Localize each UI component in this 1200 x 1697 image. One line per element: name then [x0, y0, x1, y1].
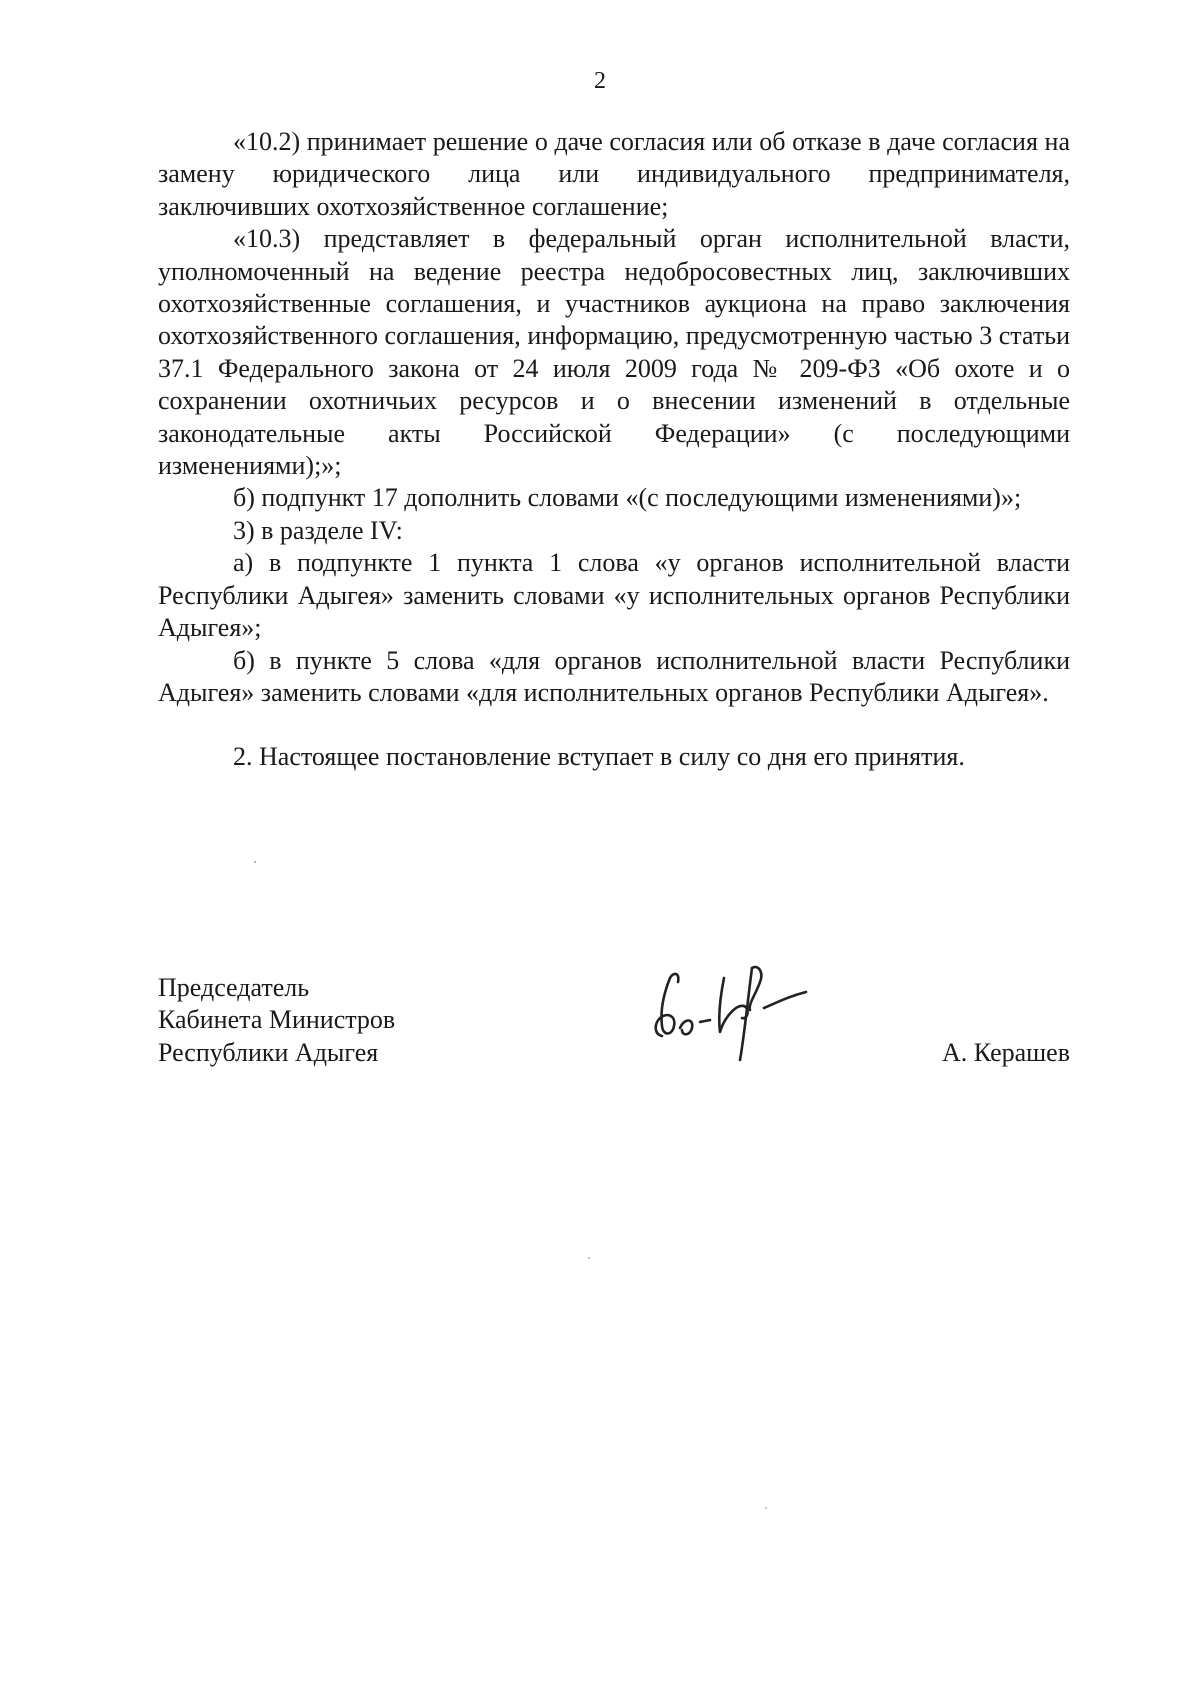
- document-body: [158, 126, 1070, 774]
- signatory-title-line: Кабинета Министров: [158, 1005, 396, 1035]
- paragraph-10-2: «10.2) принимает решение о даче согласия или об отказе в даче согласия на замену юридического лица или индивидуального предпринимателя, заключивших охотхозяйственное соглашение;: [158, 127, 1070, 221]
- paragraph-section-iv: 3) в разделе IV:: [233, 515, 403, 545]
- paragraph-subitem-a: а) в подпункте 1 пункта 1 слова «у органов исполнительной власти Республики Адыгея» заменить словами «у исполнительных органов Республики Адыгея»;: [158, 548, 1070, 643]
- handwritten-signature-icon: [640, 948, 820, 1068]
- paragraph-effective-date: 2. Настоящее постановление вступает в силу со дня его принятия.: [233, 742, 965, 772]
- signatory-title-line: Республики Адыгея: [158, 1037, 379, 1067]
- signatory-title: [158, 972, 395, 1069]
- paragraph-10-3: «10.3) представляет в федеральный орган исполнительной власти, уполномоченный на ведение реестра недобросовестных лиц, заключивших охотхозяйственные соглашения, и участников аукциона на право заключения охотхозяйственного соглашения, информацию, предусмотренную частью 3 статьи 37.1 Федерального закона от 24 июля 2009 года № 209-ФЗ «Об охоте и о сохранении охотничьих ресурсов и о внесении изменений в отдельные законодательные акты Российской Федерации» (с последующими изменениями);»;: [158, 224, 1070, 481]
- signature-block: [158, 972, 1070, 1082]
- paragraph-subitem-b-5: б) в пункте 5 слова «для органов исполнительной власти Республики Адыгея» заменить словами «для исполнительных органов Республики Адыгея».: [158, 645, 1070, 707]
- signatory-name: А. Керашев: [941, 1037, 1070, 1067]
- paragraph-subitem-b-17: б) подпункт 17 дополнить словами «(с последующими изменениями)»;: [233, 483, 1022, 513]
- page-number: 2: [594, 68, 606, 94]
- signatory-title-line: Председатель: [158, 973, 310, 1002]
